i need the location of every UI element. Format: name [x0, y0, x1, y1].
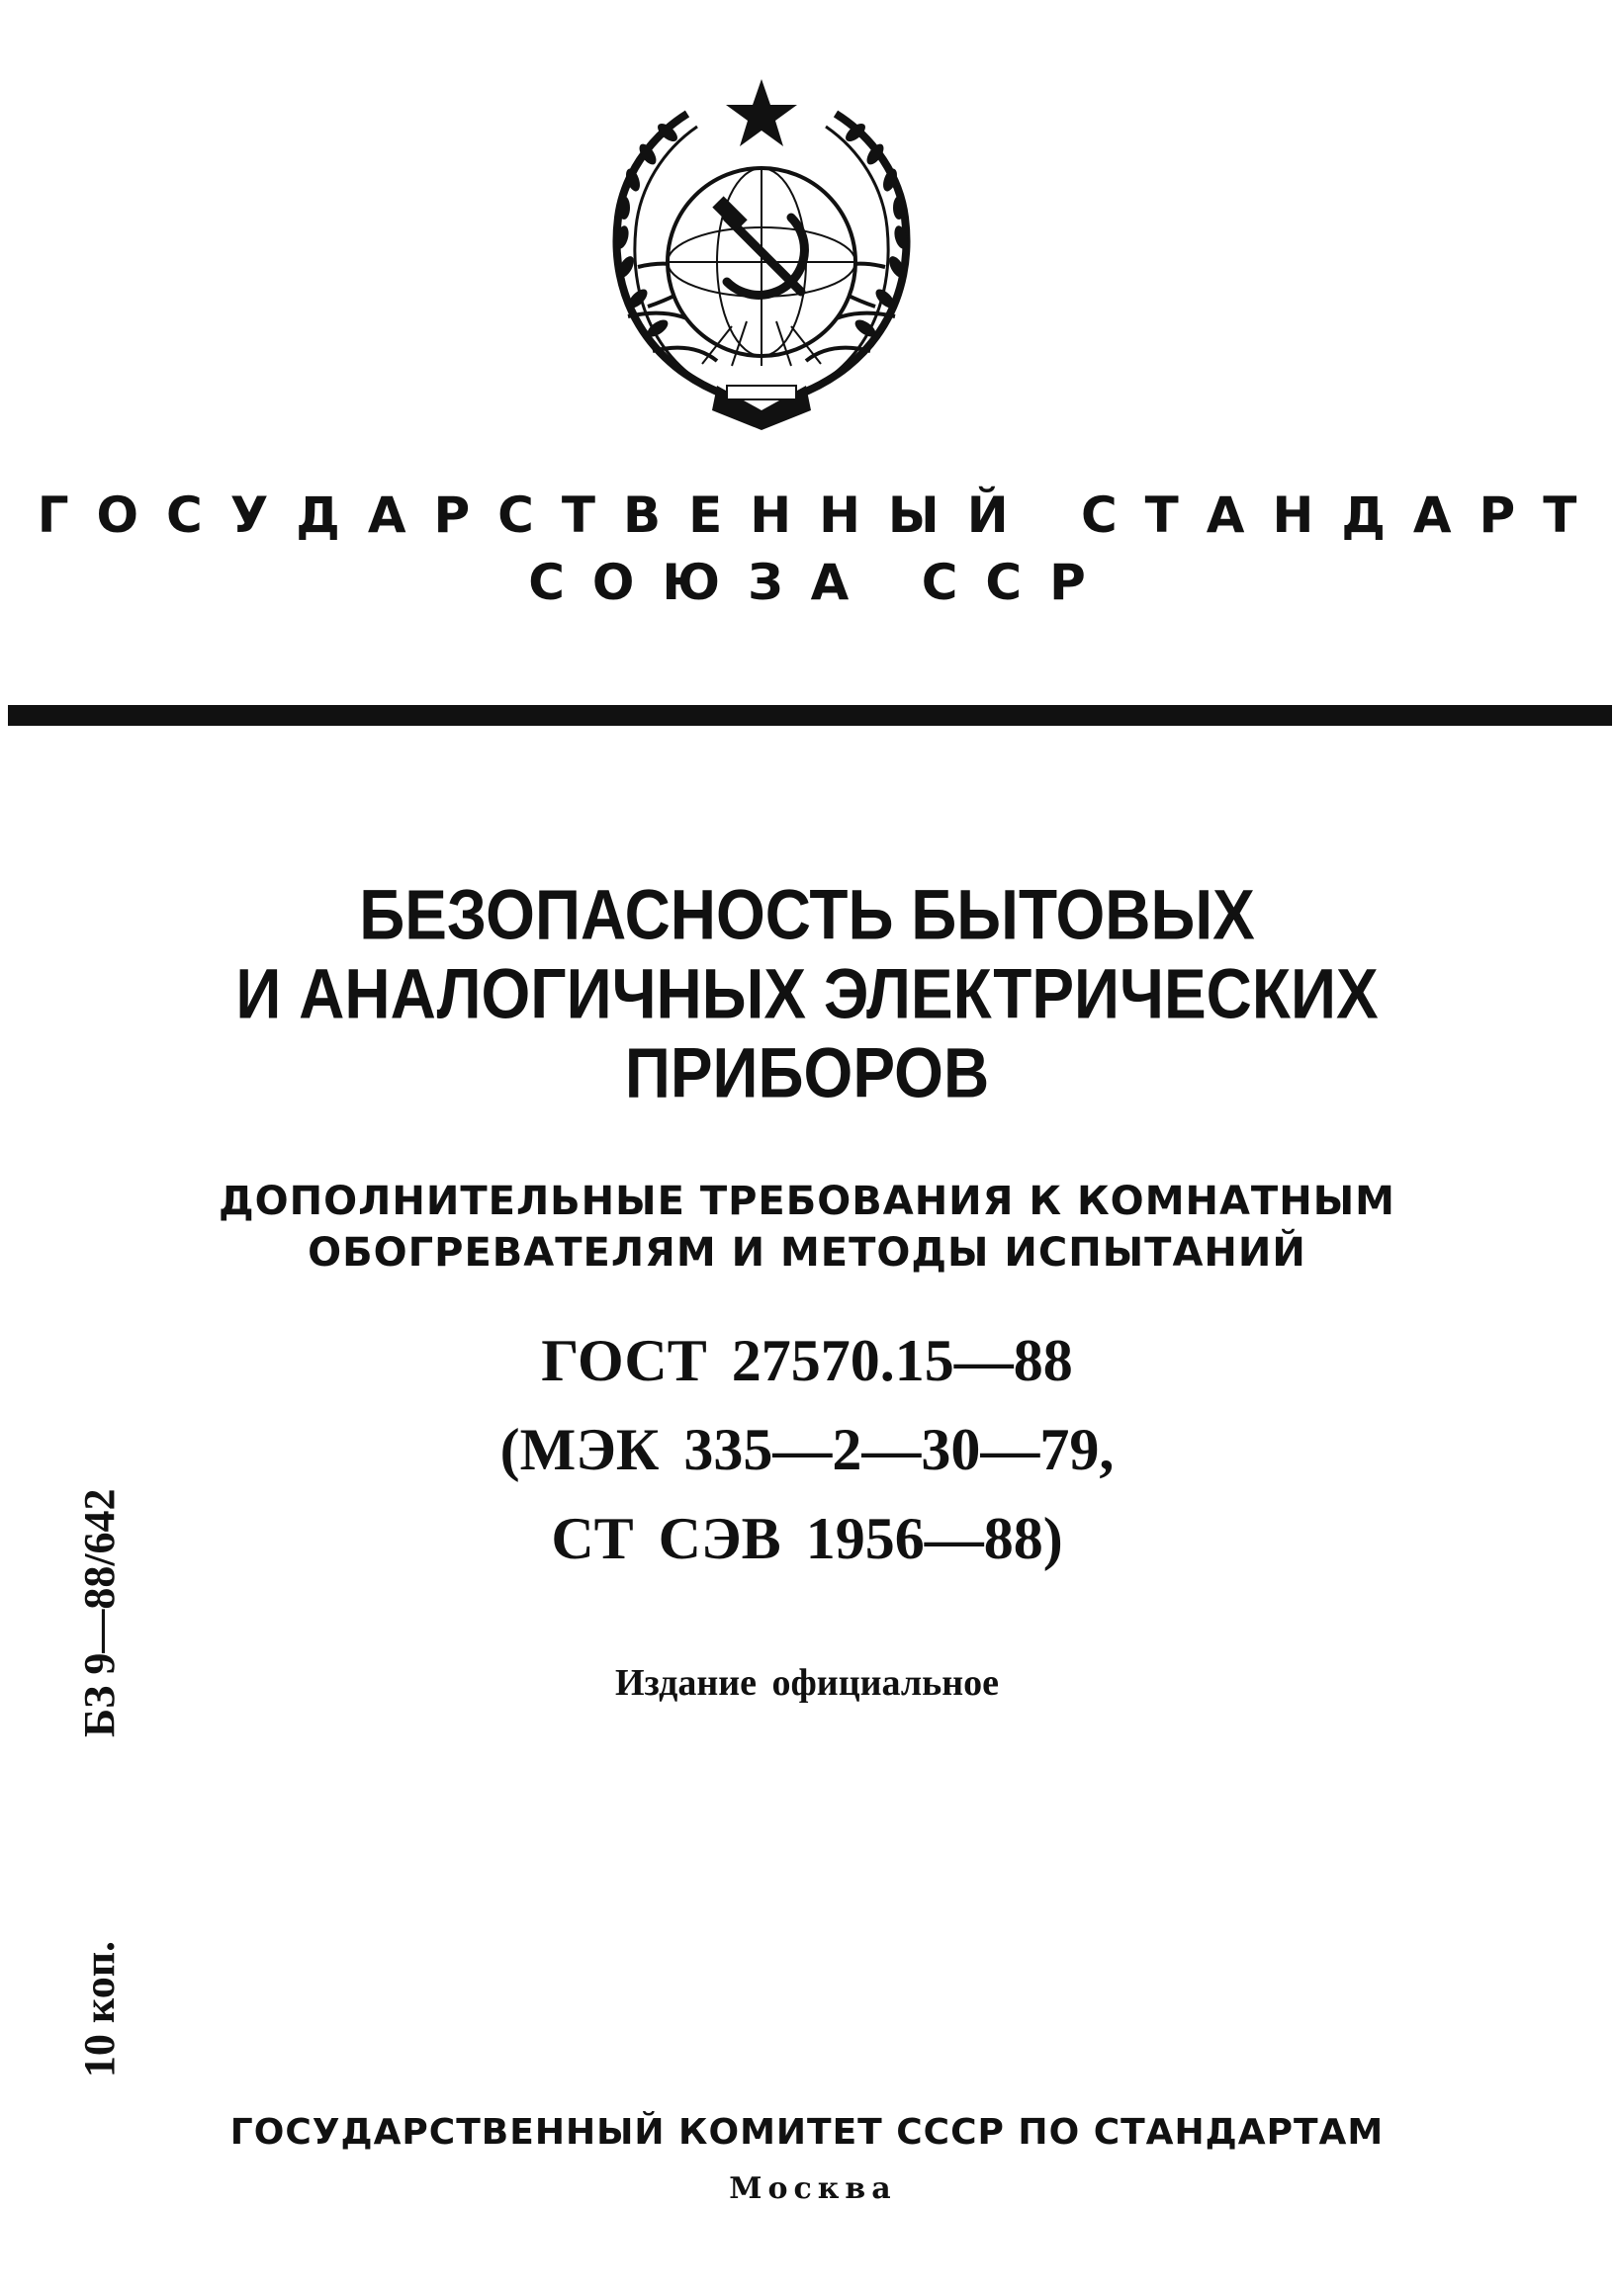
iec-reference: (МЭК 335—2—30—79,: [499, 1417, 1115, 1482]
state-emblem-icon: [579, 69, 944, 445]
title-line-2: И АНАЛОГИЧНЫХ ЭЛЕКТРИЧЕСКИХ: [235, 953, 1379, 1034]
title-line-1: БЕЗОПАСНОСТЬ БЫТОВЫХ: [359, 874, 1255, 955]
standard-designation: ГОСТ 27570.15—88: [541, 1328, 1073, 1393]
edition-note: Издание официальное: [614, 1662, 999, 1704]
divider-rule: [8, 705, 1612, 726]
cmea-reference: СТ СЭВ 1956—88): [551, 1506, 1063, 1571]
side-price: 10 коп.: [75, 1940, 124, 2078]
subtitle-line-2: ОБОГРЕВАТЕЛЯМ И МЕТОДЫ ИСПЫТАНИЙ: [308, 1230, 1306, 1276]
side-print-code: БЗ 9—88/642: [75, 1488, 124, 1737]
title-line-3: ПРИБОРОВ: [624, 1032, 990, 1113]
publisher-name: ГОСУДАРСТВЕННЫЙ КОМИТЕТ СССР ПО СТАНДАРТАМ: [229, 2112, 1385, 2153]
header-line-2: СОЮЗА ССР: [528, 554, 1114, 611]
header-line-1: ГОСУДАРСТВЕННЫЙ СТАНДАРТ: [37, 486, 1605, 544]
subtitle-line-1: ДОПОЛНИТЕЛЬНЫЕ ТРЕБОВАНИЯ К КОМНАТНЫМ: [219, 1179, 1395, 1224]
publisher-city: Москва: [729, 2171, 897, 2206]
